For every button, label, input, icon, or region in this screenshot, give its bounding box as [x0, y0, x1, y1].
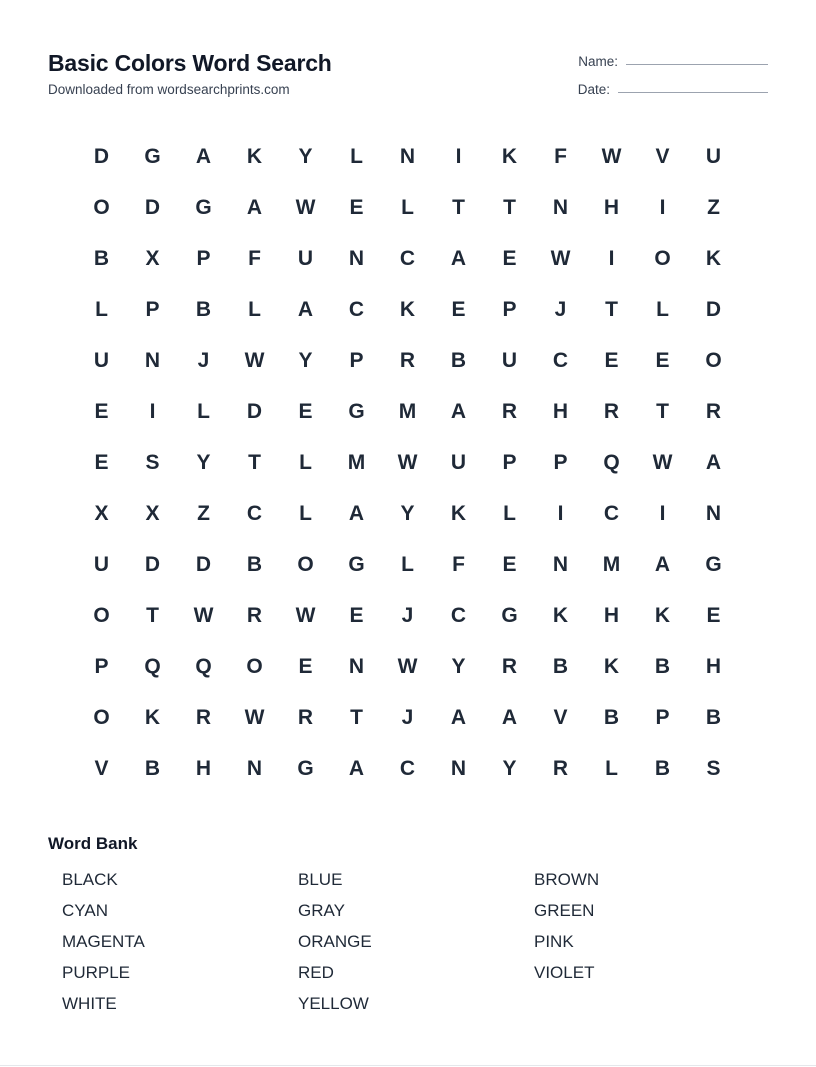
- grid-cell[interactable]: E: [94, 399, 109, 423]
- grid-cell[interactable]: I: [659, 501, 666, 525]
- grid-cell[interactable]: K: [705, 246, 722, 270]
- grid-cell[interactable]: E: [502, 246, 517, 270]
- grid-cell[interactable]: C: [399, 246, 416, 270]
- grid-cell[interactable]: K: [654, 603, 671, 627]
- grid-cell[interactable]: G: [348, 552, 365, 576]
- grid-cell[interactable]: T: [605, 297, 618, 321]
- grid-cell[interactable]: C: [450, 603, 467, 627]
- grid-cell[interactable]: A: [348, 501, 365, 525]
- grid-cell[interactable]: G: [705, 552, 722, 576]
- grid-cell[interactable]: G: [297, 756, 314, 780]
- grid-cell[interactable]: E: [298, 399, 313, 423]
- grid-cell[interactable]: I: [659, 195, 666, 219]
- grid-cell[interactable]: C: [348, 297, 365, 321]
- grid-cell[interactable]: B: [246, 552, 263, 576]
- grid-cell[interactable]: C: [603, 501, 620, 525]
- word-bank-item: YELLOW: [298, 994, 369, 1013]
- grid-cell[interactable]: A: [195, 144, 212, 168]
- grid-cell[interactable]: A: [501, 705, 518, 729]
- grid-cell[interactable]: J: [401, 705, 414, 729]
- grid-cell[interactable]: F: [554, 144, 567, 168]
- grid-cell[interactable]: W: [397, 654, 418, 678]
- grid-cell[interactable]: D: [705, 297, 722, 321]
- grid-cell[interactable]: B: [144, 756, 161, 780]
- grid-cell[interactable]: E: [349, 195, 364, 219]
- word-bank-item: WHITE: [62, 994, 117, 1013]
- grid-cell[interactable]: I: [608, 246, 615, 270]
- grid-cell[interactable]: C: [552, 348, 569, 372]
- grid-cell[interactable]: U: [297, 246, 314, 270]
- grid-cell[interactable]: L: [503, 501, 516, 525]
- grid-cell[interactable]: V: [94, 756, 109, 780]
- grid-cell[interactable]: T: [146, 603, 159, 627]
- grid-cell[interactable]: U: [93, 348, 110, 372]
- grid-cell[interactable]: V: [655, 144, 670, 168]
- grid-cell[interactable]: W: [193, 603, 214, 627]
- grid-cell[interactable]: L: [656, 297, 669, 321]
- word-bank-item: BLUE: [298, 870, 343, 889]
- grid-cell[interactable]: A: [450, 399, 467, 423]
- grid-cell[interactable]: A: [348, 756, 365, 780]
- grid-cell[interactable]: L: [95, 297, 108, 321]
- grid-cell[interactable]: W: [397, 450, 418, 474]
- grid-cell[interactable]: B: [552, 654, 569, 678]
- grid-cell[interactable]: U: [501, 348, 518, 372]
- grid-cell[interactable]: E: [349, 603, 364, 627]
- bottom-divider: [0, 1065, 816, 1066]
- grid-cell[interactable]: C: [246, 501, 263, 525]
- grid-cell[interactable]: P: [502, 450, 517, 474]
- grid-cell[interactable]: D: [246, 399, 263, 423]
- grid-cell[interactable]: L: [248, 297, 261, 321]
- grid-cell[interactable]: M: [602, 552, 621, 576]
- grid-cell[interactable]: B: [654, 756, 671, 780]
- grid-cell[interactable]: K: [399, 297, 416, 321]
- grid-cell[interactable]: N: [348, 246, 365, 270]
- grid-cell[interactable]: B: [705, 705, 722, 729]
- grid-cell[interactable]: L: [605, 756, 618, 780]
- name-line[interactable]: [626, 64, 768, 65]
- grid-cell[interactable]: K: [501, 144, 518, 168]
- grid-cell[interactable]: N: [552, 552, 569, 576]
- grid-cell[interactable]: R: [195, 705, 212, 729]
- grid-cell[interactable]: E: [94, 450, 109, 474]
- grid-cell[interactable]: N: [705, 501, 722, 525]
- grid-cell[interactable]: J: [197, 348, 210, 372]
- grid-cell[interactable]: T: [503, 195, 516, 219]
- grid-cell[interactable]: H: [603, 603, 620, 627]
- grid-cell[interactable]: S: [145, 450, 160, 474]
- grid-cell[interactable]: A: [297, 297, 314, 321]
- grid-cell[interactable]: O: [654, 246, 671, 270]
- grid-cell[interactable]: Y: [298, 144, 313, 168]
- grid-cell[interactable]: O: [246, 654, 263, 678]
- grid-cell[interactable]: R: [399, 348, 416, 372]
- grid-cell[interactable]: Z: [197, 501, 210, 525]
- grid-cell[interactable]: L: [299, 450, 312, 474]
- grid-cell[interactable]: B: [603, 705, 620, 729]
- grid-cell[interactable]: X: [145, 501, 160, 525]
- word-bank-item: GREEN: [534, 901, 595, 920]
- grid-cell[interactable]: N: [399, 144, 416, 168]
- grid-cell[interactable]: P: [502, 297, 517, 321]
- worksheet-header: [48, 48, 768, 108]
- grid-cell[interactable]: G: [144, 144, 161, 168]
- grid-cell[interactable]: A: [654, 552, 671, 576]
- grid-cell[interactable]: E: [604, 348, 619, 372]
- grid-cell[interactable]: E: [502, 552, 517, 576]
- grid-cell[interactable]: Z: [707, 195, 720, 219]
- word-bank-item: MAGENTA: [62, 932, 145, 951]
- grid-cell[interactable]: G: [348, 399, 365, 423]
- grid-cell[interactable]: D: [93, 144, 110, 168]
- word-bank: [62, 866, 772, 1021]
- word-bank-title: Word Bank: [48, 834, 138, 853]
- grid-cell[interactable]: T: [452, 195, 465, 219]
- grid-cell[interactable]: L: [401, 552, 414, 576]
- word-bank-item: RED: [298, 963, 334, 982]
- grid-cell[interactable]: H: [195, 756, 212, 780]
- grid-cell[interactable]: N: [552, 195, 569, 219]
- grid-cell[interactable]: U: [705, 144, 722, 168]
- date-line[interactable]: [618, 92, 768, 93]
- word-bank-item: ORANGE: [298, 932, 372, 951]
- grid-cell[interactable]: L: [197, 399, 210, 423]
- grid-cell[interactable]: L: [299, 501, 312, 525]
- grid-cell[interactable]: W: [550, 246, 571, 270]
- grid-cell[interactable]: C: [399, 756, 416, 780]
- grid-cell[interactable]: D: [144, 552, 161, 576]
- grid-cell[interactable]: T: [656, 399, 669, 423]
- grid-cell[interactable]: I: [557, 501, 564, 525]
- grid-cell[interactable]: S: [706, 756, 721, 780]
- grid-cell[interactable]: H: [705, 654, 722, 678]
- word-bank-item: CYAN: [62, 901, 108, 920]
- grid-cell[interactable]: E: [451, 297, 466, 321]
- grid-cell[interactable]: E: [706, 603, 721, 627]
- grid-cell[interactable]: A: [450, 246, 467, 270]
- grid-cell[interactable]: R: [603, 399, 620, 423]
- grid-cell[interactable]: K: [603, 654, 620, 678]
- date-label: Date:: [577, 82, 610, 97]
- grid-cell[interactable]: W: [295, 603, 316, 627]
- grid-cell[interactable]: H: [552, 399, 569, 423]
- grid-cell[interactable]: U: [93, 552, 110, 576]
- grid-cell[interactable]: P: [655, 705, 670, 729]
- grid-cell[interactable]: Y: [196, 450, 211, 474]
- grid-cell[interactable]: J: [554, 297, 567, 321]
- grid-cell[interactable]: Q: [195, 654, 212, 678]
- grid-cell[interactable]: T: [248, 450, 261, 474]
- grid-cell[interactable]: H: [603, 195, 620, 219]
- grid-cell[interactable]: R: [705, 399, 722, 423]
- grid-cell[interactable]: P: [553, 450, 568, 474]
- grid-cell[interactable]: G: [501, 603, 518, 627]
- word-bank-item: PINK: [534, 932, 574, 951]
- word-bank-item: BROWN: [534, 870, 600, 889]
- word-bank-item: GRAY: [298, 901, 345, 920]
- grid-cell[interactable]: P: [94, 654, 109, 678]
- grid-cell[interactable]: R: [552, 756, 569, 780]
- grid-cell[interactable]: K: [246, 144, 263, 168]
- grid-cell[interactable]: U: [450, 450, 467, 474]
- grid-cell[interactable]: O: [93, 705, 110, 729]
- word-bank-item: BLACK: [62, 870, 118, 889]
- grid-cell[interactable]: O: [93, 195, 110, 219]
- grid-cell[interactable]: R: [501, 654, 518, 678]
- grid-cell[interactable]: L: [350, 144, 363, 168]
- grid-cell[interactable]: W: [244, 348, 265, 372]
- grid-cell[interactable]: W: [295, 195, 316, 219]
- grid-cell[interactable]: E: [298, 654, 313, 678]
- grid-cell[interactable]: Q: [603, 450, 620, 474]
- grid-cell[interactable]: N: [450, 756, 467, 780]
- grid-cell[interactable]: Y: [502, 756, 517, 780]
- grid-cell[interactable]: R: [297, 705, 314, 729]
- grid-cell[interactable]: D: [195, 552, 212, 576]
- grid-cell[interactable]: K: [450, 501, 467, 525]
- grid-cell[interactable]: F: [452, 552, 465, 576]
- grid-cell[interactable]: K: [552, 603, 569, 627]
- word-bank-item: VIOLET: [534, 963, 595, 982]
- grid-cell[interactable]: W: [244, 705, 265, 729]
- grid-cell[interactable]: P: [349, 348, 364, 372]
- grid-cell[interactable]: I: [149, 399, 156, 423]
- grid-cell[interactable]: J: [401, 603, 414, 627]
- grid-cell[interactable]: X: [94, 501, 109, 525]
- grid-cell[interactable]: B: [93, 246, 110, 270]
- grid-cell[interactable]: W: [652, 450, 673, 474]
- grid-cell[interactable]: N: [144, 348, 161, 372]
- grid-cell[interactable]: M: [347, 450, 366, 474]
- grid-cell[interactable]: A: [450, 705, 467, 729]
- grid-cell[interactable]: F: [248, 246, 261, 270]
- grid-cell[interactable]: O: [297, 552, 314, 576]
- grid-cell[interactable]: L: [401, 195, 414, 219]
- grid-cell[interactable]: P: [196, 246, 211, 270]
- grid-cell[interactable]: O: [705, 348, 722, 372]
- grid-cell[interactable]: R: [501, 399, 518, 423]
- grid-cell[interactable]: G: [195, 195, 212, 219]
- grid-cell[interactable]: N: [246, 756, 263, 780]
- grid-cell[interactable]: O: [93, 603, 110, 627]
- grid-cell[interactable]: B: [195, 297, 212, 321]
- grid-cell[interactable]: M: [398, 399, 417, 423]
- grid-cell[interactable]: V: [553, 705, 568, 729]
- grid-cell[interactable]: Y: [400, 501, 415, 525]
- word-bank-item: PURPLE: [62, 963, 131, 982]
- page-title: Basic Colors Word Search: [48, 50, 332, 76]
- grid-cell[interactable]: B: [654, 654, 671, 678]
- grid-cell[interactable]: P: [145, 297, 160, 321]
- grid-cell[interactable]: T: [350, 705, 363, 729]
- letter-grid: [76, 131, 739, 794]
- grid-cell[interactable]: K: [144, 705, 161, 729]
- grid-cell[interactable]: X: [145, 246, 160, 270]
- date-field[interactable]: [578, 77, 768, 97]
- grid-cell[interactable]: Y: [451, 654, 466, 678]
- grid-cell[interactable]: A: [705, 450, 722, 474]
- grid-cell[interactable]: W: [601, 144, 622, 168]
- grid-cell[interactable]: Q: [144, 654, 161, 678]
- grid-cell[interactable]: B: [450, 348, 467, 372]
- grid-cell[interactable]: Y: [298, 348, 313, 372]
- name-label: Name:: [578, 54, 618, 69]
- grid-cell[interactable]: N: [348, 654, 365, 678]
- page-subtitle: Downloaded from wordsearchprints.com: [48, 82, 290, 97]
- grid-cell[interactable]: R: [246, 603, 263, 627]
- grid-cell[interactable]: E: [655, 348, 670, 372]
- grid-cell[interactable]: A: [246, 195, 263, 219]
- name-field[interactable]: [578, 49, 768, 69]
- grid-cell[interactable]: I: [455, 144, 462, 168]
- grid-cell[interactable]: D: [144, 195, 161, 219]
